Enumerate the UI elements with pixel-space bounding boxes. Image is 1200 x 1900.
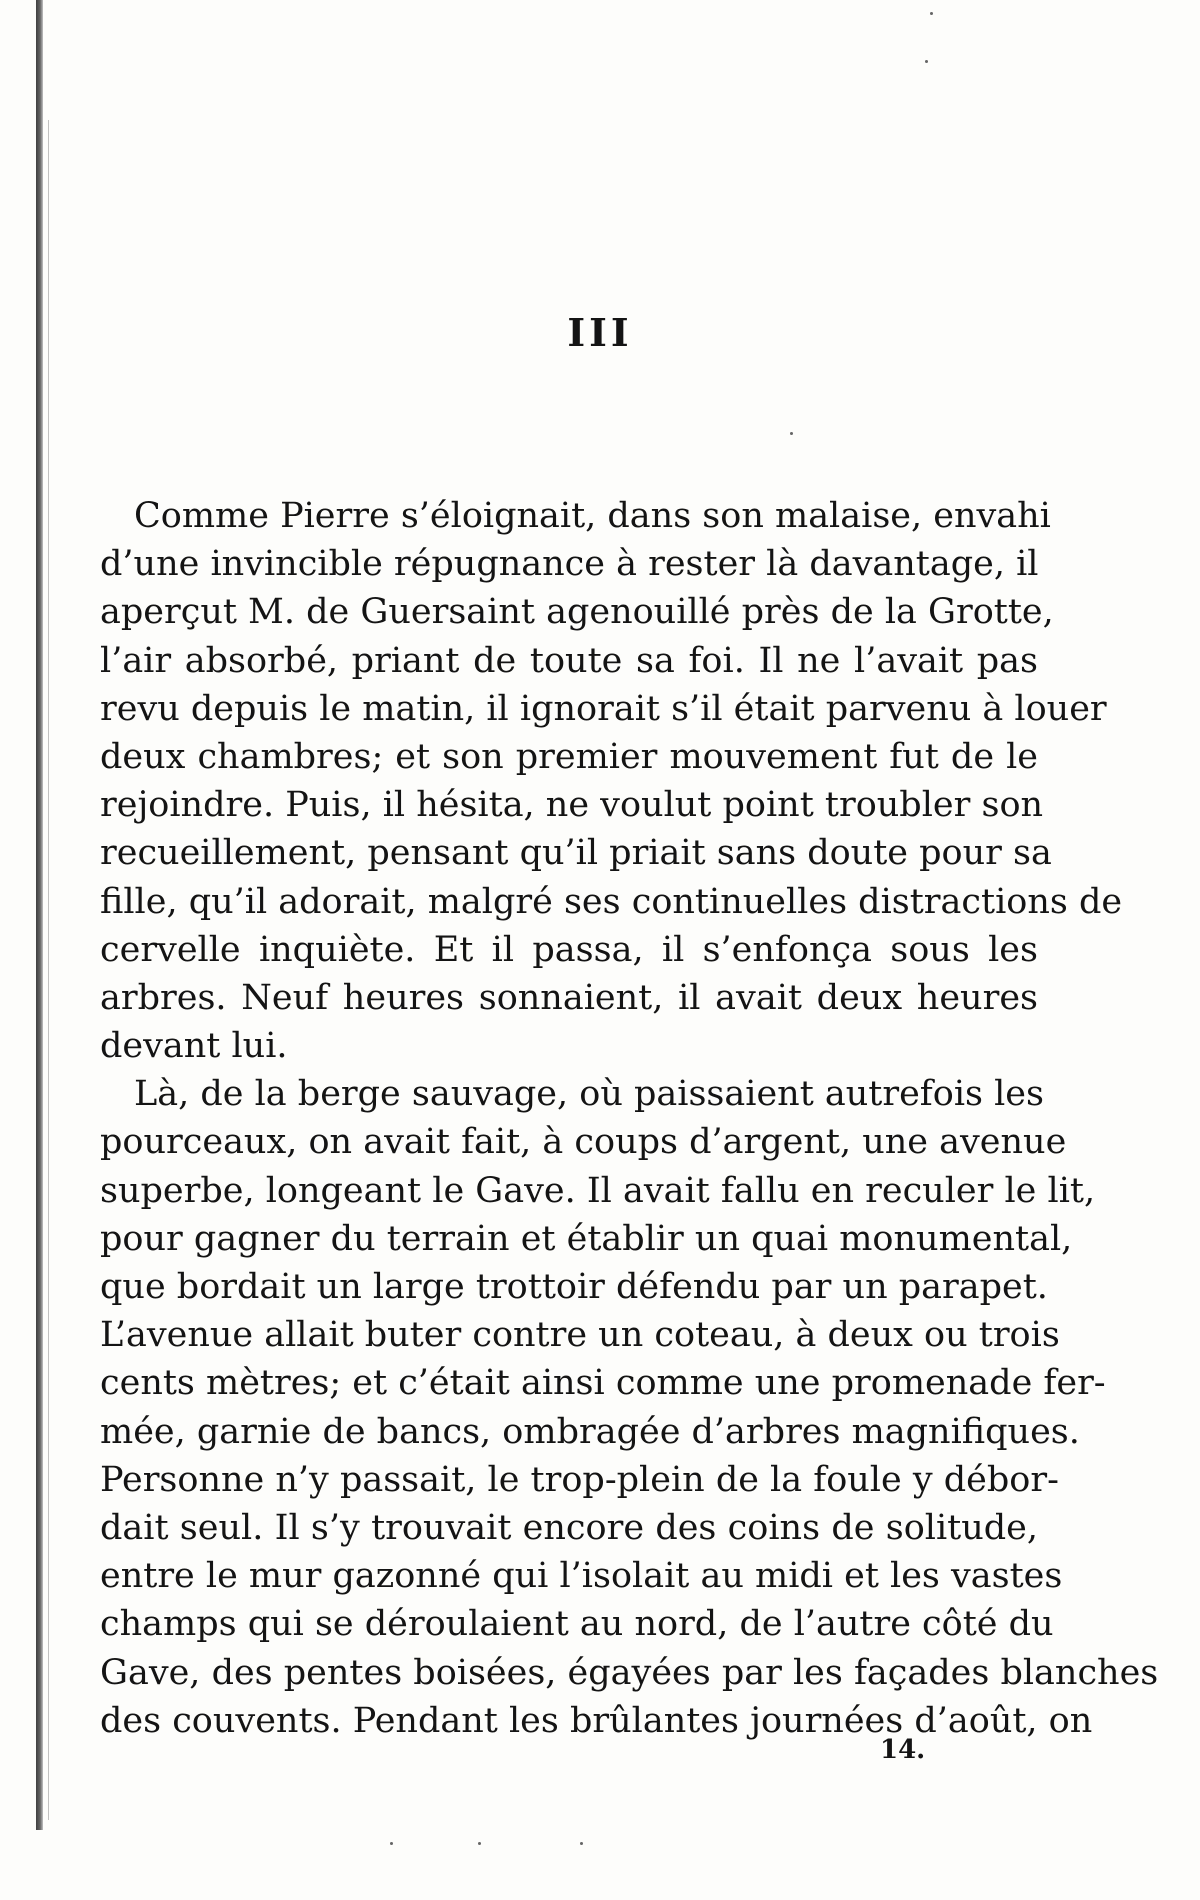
text-line: Personne n’y passait, le trop-plein de la foule y débor- [100, 1459, 1059, 1500]
paper-speck [390, 1842, 393, 1845]
text-line: fille, qu’il adorait, malgré ses continuelles distractions de [100, 881, 1123, 922]
paper-speck [790, 432, 793, 435]
text-line: pourceaux, on avait fait, à coups d’argent, une avenue [100, 1122, 1067, 1163]
paper-speck [478, 1842, 481, 1845]
text-line: recueillement, pensant qu’il priait sans doute pour sa [100, 833, 1052, 874]
chapter-heading: III [567, 310, 633, 355]
text-line: d’une invincible répugnance à rester là davantage, il [100, 544, 1039, 585]
body-text [100, 492, 1159, 1745]
text-line: revu depuis le matin, il ignorait s’il était parvenu à louer [100, 688, 1107, 729]
paper-speck [925, 60, 928, 63]
text-line: cents mètres; et c’était ainsi comme une promenade fer- [100, 1363, 1106, 1404]
text-line: rejoindre. Puis, il hésita, ne voulut point troubler son [100, 785, 1044, 826]
signature-mark: 14. [880, 1735, 926, 1765]
text-line: arbres. Neuf heures sonnaient, il avait deux heures [100, 977, 1038, 1018]
text-line: deux chambres; et son premier mouvement fut de le [100, 736, 1038, 777]
text-line: superbe, longeant le Gave. Il avait fallu en reculer le lit, [100, 1170, 1096, 1211]
text-line: entre le mur gazonné qui l’isolait au midi et les vastes [100, 1556, 1063, 1597]
text-line: l’air absorbé, priant de toute sa foi. Il ne l’avait pas [100, 640, 1038, 681]
text-line: dait seul. Il s’y trouvait encore des coins de solitude, [100, 1507, 1038, 1548]
text-line: Là, de la berge sauvage, où paissaient autrefois les [134, 1074, 1044, 1115]
text-line: L’avenue allait buter contre un coteau, à deux ou trois [100, 1315, 1060, 1356]
text-line: que bordait un large trottoir défendu par un parapet. [100, 1267, 1048, 1307]
text-line: Gave, des pentes boisées, égayées par les façades blanches [100, 1652, 1159, 1693]
text-line: devant lui. [100, 1026, 288, 1067]
text-line: Comme Pierre s’éloignait, dans son malaise, envahi [134, 496, 1051, 536]
paper-speck [930, 12, 933, 15]
paragraph-2 [100, 1070, 1159, 1745]
binding-edge-line [48, 120, 49, 1820]
text-line: mée, garnie de bancs, ombragée d’arbres magnifiques. [100, 1411, 1080, 1452]
text-line: des couvents. Pendant les brûlantes journées d’août, on [100, 1700, 1093, 1741]
text-line: cervelle inquiète. Et il passa, il s’enfonça sous les [100, 929, 1038, 970]
text-line: pour gagner du terrain et établir un quai monumental, [100, 1218, 1073, 1259]
binding-edge [36, 0, 43, 1830]
paper-speck [580, 1842, 583, 1845]
text-line: aperçut M. de Guersaint agenouillé près de la Grotte, [100, 592, 1054, 633]
text-line: champs qui se déroulaient au nord, de l’autre côté du [100, 1604, 1054, 1645]
paragraph-1 [100, 492, 1123, 1070]
